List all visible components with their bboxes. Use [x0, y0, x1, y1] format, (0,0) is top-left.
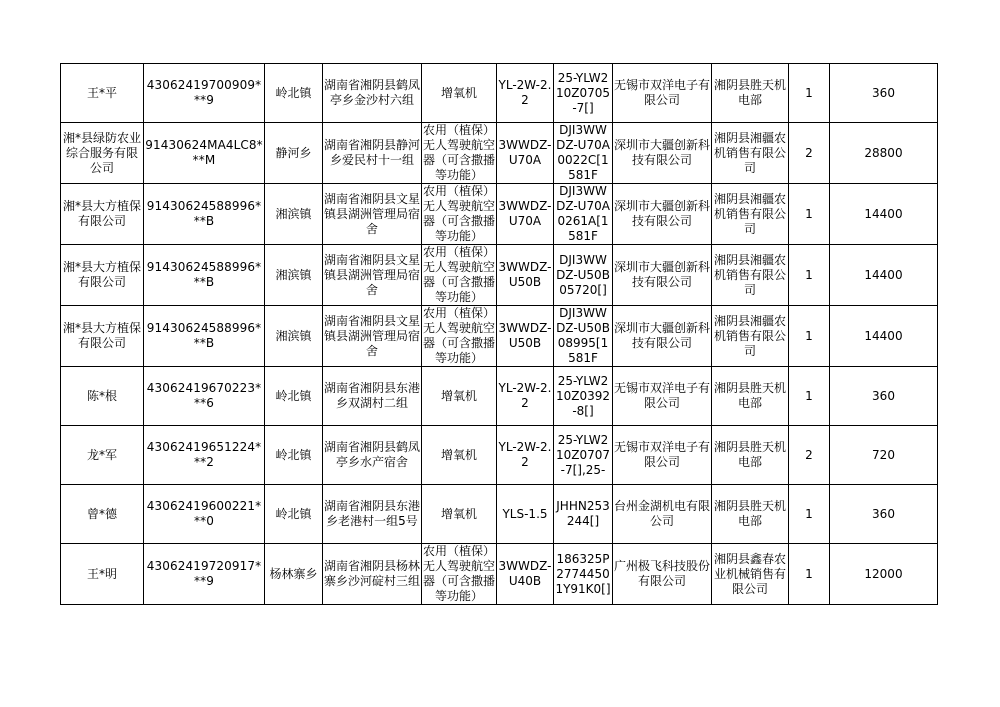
subsidy-amount-cell	[830, 544, 938, 605]
id-number-cell	[144, 426, 265, 485]
model-cell-text: 3WWDZ-U70A	[498, 138, 552, 167]
table-row	[61, 485, 938, 544]
dealer-cell	[712, 426, 789, 485]
table-row	[61, 544, 938, 605]
township-cell-text: 岭北镇	[275, 447, 312, 462]
dealer-cell	[712, 367, 789, 426]
dealer-cell	[712, 485, 789, 544]
manufacturer-cell	[613, 184, 712, 245]
id-number-cell-text: 91430624588996***B	[146, 199, 262, 228]
subsidy-amount-cell	[830, 245, 938, 306]
model-cell	[497, 306, 554, 367]
manufacturer-cell	[613, 245, 712, 306]
township-cell	[265, 485, 323, 544]
quantity-cell-text: 2	[805, 447, 813, 462]
address-cell-text: 湖南省湘阴县静河乡爱民村十一组	[324, 138, 420, 167]
serial-number-cell-text: 186325P27744501Y91K0[]	[555, 551, 611, 596]
township-cell-text: 杨林寨乡	[269, 566, 318, 581]
applicant-name-cell-text: 湘*县大方植保有限公司	[62, 199, 141, 228]
id-number-cell	[144, 184, 265, 245]
address-cell-text: 湖南省湘阴县文星镇县湖洲管理局宿舍	[324, 313, 420, 358]
manufacturer-cell	[613, 64, 712, 123]
machine-type-cell	[422, 426, 497, 485]
applicant-name-cell	[61, 64, 144, 123]
address-cell	[323, 64, 422, 123]
subsidy-amount-cell-text: 360	[872, 506, 895, 521]
township-cell	[265, 184, 323, 245]
serial-number-cell-text: JHHN253244[]	[556, 499, 610, 528]
machine-type-cell-text: 农用（植保）无人驾驶航空器（可含撒播等功能）	[423, 544, 495, 603]
dealer-cell	[712, 544, 789, 605]
township-cell-text: 湘滨镇	[275, 328, 312, 343]
id-number-cell-text: 91430624588996***B	[146, 321, 262, 350]
machine-type-cell	[422, 184, 497, 245]
subsidy-amount-cell-text: 12000	[864, 566, 903, 581]
applicant-name-cell-text: 湘*县大方植保有限公司	[62, 260, 141, 289]
table-row	[61, 367, 938, 426]
township-cell-text: 岭北镇	[275, 85, 312, 100]
machine-type-cell	[422, 367, 497, 426]
applicant-name-cell-text: 龙*军	[86, 447, 117, 462]
model-cell	[497, 367, 554, 426]
applicant-name-cell-text: 湘*县大方植保有限公司	[62, 321, 141, 350]
model-cell-text: 3WWDZ-U40B	[498, 559, 552, 588]
serial-number-cell-text: 25-YLW210Z0707-7[],25-	[555, 432, 611, 477]
id-number-cell-text: 43062419651224***2	[146, 440, 262, 469]
serial-number-cell	[554, 64, 613, 123]
machine-type-cell-text: 农用（植保）无人驾驶航空器（可含撒播等功能）	[423, 184, 495, 243]
model-cell	[497, 544, 554, 605]
table-body	[61, 64, 938, 605]
address-cell	[323, 123, 422, 184]
subsidy-amount-cell-text: 28800	[864, 145, 903, 160]
quantity-cell	[789, 426, 830, 485]
model-cell	[497, 245, 554, 306]
manufacturer-cell	[613, 426, 712, 485]
quantity-cell	[789, 367, 830, 426]
dealer-cell-text: 湘阴县胜天机电部	[713, 499, 786, 528]
address-cell-text: 湖南省湘阴县东港乡老港村一组5号	[324, 499, 420, 528]
id-number-cell	[144, 544, 265, 605]
quantity-cell-text: 1	[805, 566, 813, 581]
address-cell-text: 湖南省湘阴县东港乡双湖村二组	[324, 381, 420, 410]
dealer-cell	[712, 184, 789, 245]
manufacturer-cell-text: 深圳市大疆创新科技有限公司	[614, 260, 710, 289]
address-cell	[323, 485, 422, 544]
address-cell-text: 湖南省湘阴县文星镇县湖洲管理局宿舍	[324, 191, 420, 236]
machine-type-cell-text: 增氧机	[440, 447, 477, 462]
manufacturer-cell	[613, 544, 712, 605]
serial-number-cell	[554, 123, 613, 184]
manufacturer-cell-text: 无锡市双洋电子有限公司	[614, 78, 710, 107]
table-row	[61, 306, 938, 367]
township-cell	[265, 123, 323, 184]
manufacturer-cell	[613, 367, 712, 426]
township-cell	[265, 245, 323, 306]
address-cell	[323, 306, 422, 367]
dealer-cell	[712, 245, 789, 306]
serial-number-cell	[554, 184, 613, 245]
quantity-cell	[789, 485, 830, 544]
serial-number-cell-text: DJI3WWDZ-U70A0022C[1581F	[556, 123, 610, 182]
applicant-name-cell	[61, 184, 144, 245]
table-row	[61, 64, 938, 123]
model-cell-text: YL-2W-2.2	[498, 440, 552, 469]
manufacturer-cell	[613, 306, 712, 367]
serial-number-cell-text: 25-YLW210Z0392-8[]	[555, 373, 611, 418]
model-cell-text: 3WWDZ-U70A	[498, 199, 552, 228]
applicant-name-cell-text: 曾*德	[86, 506, 117, 521]
dealer-cell	[712, 64, 789, 123]
serial-number-cell	[554, 306, 613, 367]
applicant-name-cell	[61, 485, 144, 544]
machine-type-cell	[422, 64, 497, 123]
subsidy-table	[60, 63, 938, 605]
dealer-cell-text: 湘阴县湘疆农机销售有限公司	[713, 313, 786, 358]
quantity-cell	[789, 184, 830, 245]
id-number-cell	[144, 367, 265, 426]
model-cell	[497, 123, 554, 184]
dealer-cell-text: 湘阴县胜天机电部	[713, 78, 786, 107]
applicant-name-cell-text: 王*明	[86, 566, 117, 581]
id-number-cell-text: 43062419700909***9	[146, 78, 262, 107]
manufacturer-cell-text: 无锡市双洋电子有限公司	[614, 440, 710, 469]
quantity-cell	[789, 544, 830, 605]
quantity-cell	[789, 306, 830, 367]
subsidy-amount-cell	[830, 184, 938, 245]
serial-number-cell	[554, 485, 613, 544]
subsidy-amount-cell	[830, 306, 938, 367]
quantity-cell-text: 1	[805, 388, 813, 403]
address-cell-text: 湖南省湘阴县文星镇县湖洲管理局宿舍	[324, 252, 420, 297]
manufacturer-cell-text: 深圳市大疆创新科技有限公司	[614, 321, 710, 350]
quantity-cell	[789, 245, 830, 306]
township-cell-text: 岭北镇	[275, 506, 312, 521]
id-number-cell	[144, 245, 265, 306]
manufacturer-cell	[613, 123, 712, 184]
dealer-cell-text: 湘阴县胜天机电部	[713, 440, 786, 469]
dealer-cell-text: 湘阴县鑫春农业机械销售有限公司	[713, 551, 786, 596]
quantity-cell	[789, 123, 830, 184]
model-cell-text: YL-2W-2.2	[498, 78, 552, 107]
address-cell-text: 湖南省湘阴县鹤凤亭乡水产宿舍	[324, 440, 420, 469]
applicant-name-cell	[61, 426, 144, 485]
applicant-name-cell	[61, 544, 144, 605]
address-cell	[323, 426, 422, 485]
dealer-cell-text: 湘阴县胜天机电部	[713, 381, 786, 410]
serial-number-cell-text: DJI3WWDZ-U50B08995[1581F	[556, 306, 610, 365]
table-row	[61, 426, 938, 485]
id-number-cell	[144, 123, 265, 184]
table-row	[61, 184, 938, 245]
dealer-cell-text: 湘阴县湘疆农机销售有限公司	[713, 191, 786, 236]
id-number-cell	[144, 485, 265, 544]
applicant-name-cell-text: 陈*根	[86, 388, 117, 403]
quantity-cell-text: 1	[805, 506, 813, 521]
model-cell-text: YLS-1.5	[502, 506, 548, 521]
township-cell	[265, 544, 323, 605]
machine-type-cell-text: 增氧机	[440, 506, 477, 521]
manufacturer-cell-text: 广州极飞科技股份有限公司	[614, 559, 710, 588]
township-cell-text: 湘滨镇	[275, 267, 312, 282]
address-cell	[323, 544, 422, 605]
quantity-cell-text: 1	[805, 206, 813, 221]
model-cell	[497, 426, 554, 485]
address-cell	[323, 367, 422, 426]
machine-type-cell	[422, 306, 497, 367]
id-number-cell	[144, 64, 265, 123]
manufacturer-cell-text: 深圳市大疆创新科技有限公司	[614, 138, 710, 167]
subsidy-amount-cell-text: 14400	[864, 267, 903, 282]
machine-type-cell-text: 增氧机	[440, 85, 477, 100]
dealer-cell	[712, 306, 789, 367]
id-number-cell	[144, 306, 265, 367]
id-number-cell-text: 43062419720917***9	[146, 559, 262, 588]
township-cell	[265, 306, 323, 367]
subsidy-amount-cell	[830, 367, 938, 426]
subsidy-amount-cell	[830, 485, 938, 544]
applicant-name-cell	[61, 367, 144, 426]
model-cell-text: 3WWDZ-U50B	[498, 321, 552, 350]
serial-number-cell	[554, 544, 613, 605]
address-cell-text: 湖南省湘阴县鹤凤亭乡金沙村六组	[324, 78, 420, 107]
subsidy-amount-cell	[830, 64, 938, 123]
machine-type-cell-text: 农用（植保）无人驾驶航空器（可含撒播等功能）	[423, 123, 495, 182]
model-cell	[497, 64, 554, 123]
serial-number-cell-text: DJI3WWDZ-U70A0261A[1581F	[556, 184, 610, 243]
applicant-name-cell-text: 湘*县绿防农业综合服务有限公司	[62, 130, 141, 175]
township-cell-text: 湘滨镇	[275, 206, 312, 221]
manufacturer-cell	[613, 485, 712, 544]
machine-type-cell	[422, 544, 497, 605]
id-number-cell-text: 43062419670223***6	[146, 381, 262, 410]
quantity-cell-text: 1	[805, 267, 813, 282]
subsidy-amount-cell	[830, 123, 938, 184]
quantity-cell	[789, 64, 830, 123]
table-row	[61, 123, 938, 184]
township-cell-text: 静河乡	[275, 145, 312, 160]
manufacturer-cell-text: 台州金湖机电有限公司	[614, 499, 710, 528]
model-cell	[497, 184, 554, 245]
township-cell	[265, 426, 323, 485]
subsidy-amount-cell-text: 720	[872, 447, 895, 462]
dealer-cell	[712, 123, 789, 184]
machine-type-cell	[422, 485, 497, 544]
address-cell-text: 湖南省湘阴县杨林寨乡沙河碇村三组	[324, 559, 420, 588]
serial-number-cell-text: 25-YLW210Z0705-7[]	[555, 70, 611, 115]
dealer-cell-text: 湘阴县湘疆农机销售有限公司	[713, 130, 786, 175]
dealer-cell-text: 湘阴县湘疆农机销售有限公司	[713, 252, 786, 297]
quantity-cell-text: 1	[805, 328, 813, 343]
machine-type-cell	[422, 123, 497, 184]
applicant-name-cell	[61, 306, 144, 367]
machine-type-cell	[422, 245, 497, 306]
table-row	[61, 245, 938, 306]
serial-number-cell-text: DJI3WWDZ-U50B05720[]	[556, 252, 610, 297]
applicant-name-cell	[61, 245, 144, 306]
applicant-name-cell-text: 王*平	[86, 85, 117, 100]
subsidy-amount-cell-text: 14400	[864, 328, 903, 343]
township-cell	[265, 64, 323, 123]
model-cell-text: YL-2W-2.2	[498, 381, 552, 410]
subsidy-amount-cell	[830, 426, 938, 485]
model-cell-text: 3WWDZ-U50B	[498, 260, 552, 289]
township-cell	[265, 367, 323, 426]
township-cell-text: 岭北镇	[275, 388, 312, 403]
manufacturer-cell-text: 无锡市双洋电子有限公司	[614, 381, 710, 410]
applicant-name-cell	[61, 123, 144, 184]
model-cell	[497, 485, 554, 544]
address-cell	[323, 245, 422, 306]
subsidy-amount-cell-text: 360	[872, 388, 895, 403]
machine-type-cell-text: 农用（植保）无人驾驶航空器（可含撒播等功能）	[423, 306, 495, 365]
quantity-cell-text: 2	[805, 145, 813, 160]
manufacturer-cell-text: 深圳市大疆创新科技有限公司	[614, 199, 710, 228]
address-cell	[323, 184, 422, 245]
subsidy-amount-cell-text: 360	[872, 85, 895, 100]
id-number-cell-text: 91430624588996***B	[146, 260, 262, 289]
id-number-cell-text: 43062419600221***0	[146, 499, 262, 528]
machine-type-cell-text: 农用（植保）无人驾驶航空器（可含撒播等功能）	[423, 245, 495, 304]
quantity-cell-text: 1	[805, 85, 813, 100]
serial-number-cell	[554, 245, 613, 306]
subsidy-amount-cell-text: 14400	[864, 206, 903, 221]
id-number-cell-text: 91430624MA4LC8***M	[145, 138, 263, 167]
machine-type-cell-text: 增氧机	[440, 388, 477, 403]
serial-number-cell	[554, 367, 613, 426]
serial-number-cell	[554, 426, 613, 485]
